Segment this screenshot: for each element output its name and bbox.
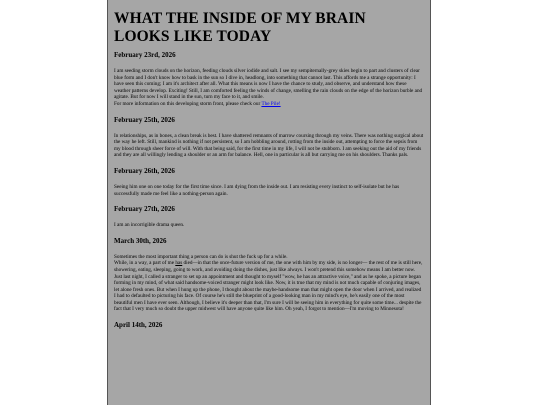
entry-text-fragment: died—in that the once-future version of me, the one with him by my side, is no longer— the rest of me is still here, showering, eating, sleeping, going to work, and avoiding doing the dishes, just like always. I won't pretend this somehow means I am better now. Just last night, I called a stranger to set up an appointment and thought to myself "wow, he has an attractive voice," and as he spoke, a picture began forming in my mind, of what said handsome-voiced stranger might look like. Now, it is true that my mind is not much capable of conjuring images, let alone fresh ones. But when I hung up the phone, I thought about the maybe-handsome man that might open the door when I arrived, and realized I had to defaulted to picturing his face. Of course he's still the blueprint of a good-looking man in my mind's eye, he's easily one of the most beautiful men I have ever seen. Although, I believe it's deeper than that, I'm sure I will be seeing him in everything for quite some time... despite the fact that I very much so doubt the upper midwest will have anyone quite like him. Oh yeah, I forgot to mention—I'm moving to Minnesota! [114, 260, 423, 313]
entry-text: Sometimes the most important thing a person can do is shut the fuck up for a while. [114, 253, 288, 260]
entry-body [114, 222, 424, 229]
blog-entry [114, 321, 424, 330]
entry-date: February 27th, 2026 [114, 205, 175, 214]
entry-text [114, 260, 424, 313]
entry-date: February 26th, 2026 [114, 166, 175, 175]
entry-text: Seeing him one on one today for the first time since. I am dying from the inside out. I am resisting every instinct to self-isolate but he has successfully made me feel like a nothing-person again. [114, 183, 400, 197]
entry-text [114, 101, 424, 108]
blog-title: WHAT THE INSIDE OF MY BRAIN LOOKS LIKE TODAY [114, 10, 366, 45]
entry-text-fragment: While, in a way, a part of me [114, 260, 176, 267]
entry-body [114, 133, 424, 159]
blog-entry [114, 237, 424, 313]
entry-text-fragment: For more information on this developing storm front, please check our [114, 100, 262, 107]
entry-date: April 14th, 2026 [114, 321, 163, 330]
entry-date: February 25th, 2026 [114, 115, 175, 124]
entry-body [114, 254, 424, 313]
blog-entry [114, 167, 424, 197]
entry-text: I am an incorrigible drama queen. [114, 222, 185, 229]
entry-text: In relationships, as in bones, a clean break is best. I have shattered remnants of marrow coursing through my veins. There was nothing surgical about the way he left. Still, mankind is nothing if not persistent, so I am hobbling around, rotting from the inside out, attempting to force the sepsis from my blood through sheer force of will. With that being said, for the first time in my life, I will not be stubborn. I am seeking out the aid of my friends and they are all willingly lending a shoulder or an arm for balance. Hell, one in particular is all but carrying me on his shoulders. Thanks pals. [114, 132, 424, 159]
blog-page [107, 0, 431, 405]
the-pile-link[interactable]: The Pile! [261, 100, 281, 107]
entry-text: I am seeding storm clouds on the horizon, feeding clouds silver iodide and salt. I see my sempiternally-grey skies begin to part and clusters of clear blue form and I don't know how to bask in the sun so I dive in, headlong, into something that cannot last. This affords me a strange opportunity: I have seen this coming; I am it's architect after all. What this means is now I have the chance to study, and observe, and understand how these weather patterns develop. Exciting! Still, I am comforted feeling the winds of change, smelling the rain clouds on the edge of the horizon burble and agitate. But for now I will stand in the sun, turn my face to it, and smile. [114, 68, 423, 101]
underlined-word: has [175, 260, 183, 267]
entry-body [114, 184, 424, 197]
blog-entry [114, 116, 424, 159]
entry-date: February 23rd, 2026 [114, 51, 176, 59]
entry-date: March 30th, 2026 [114, 236, 167, 245]
blog-entry [114, 205, 424, 229]
entry-body [114, 68, 424, 108]
blog-entry [114, 51, 424, 108]
